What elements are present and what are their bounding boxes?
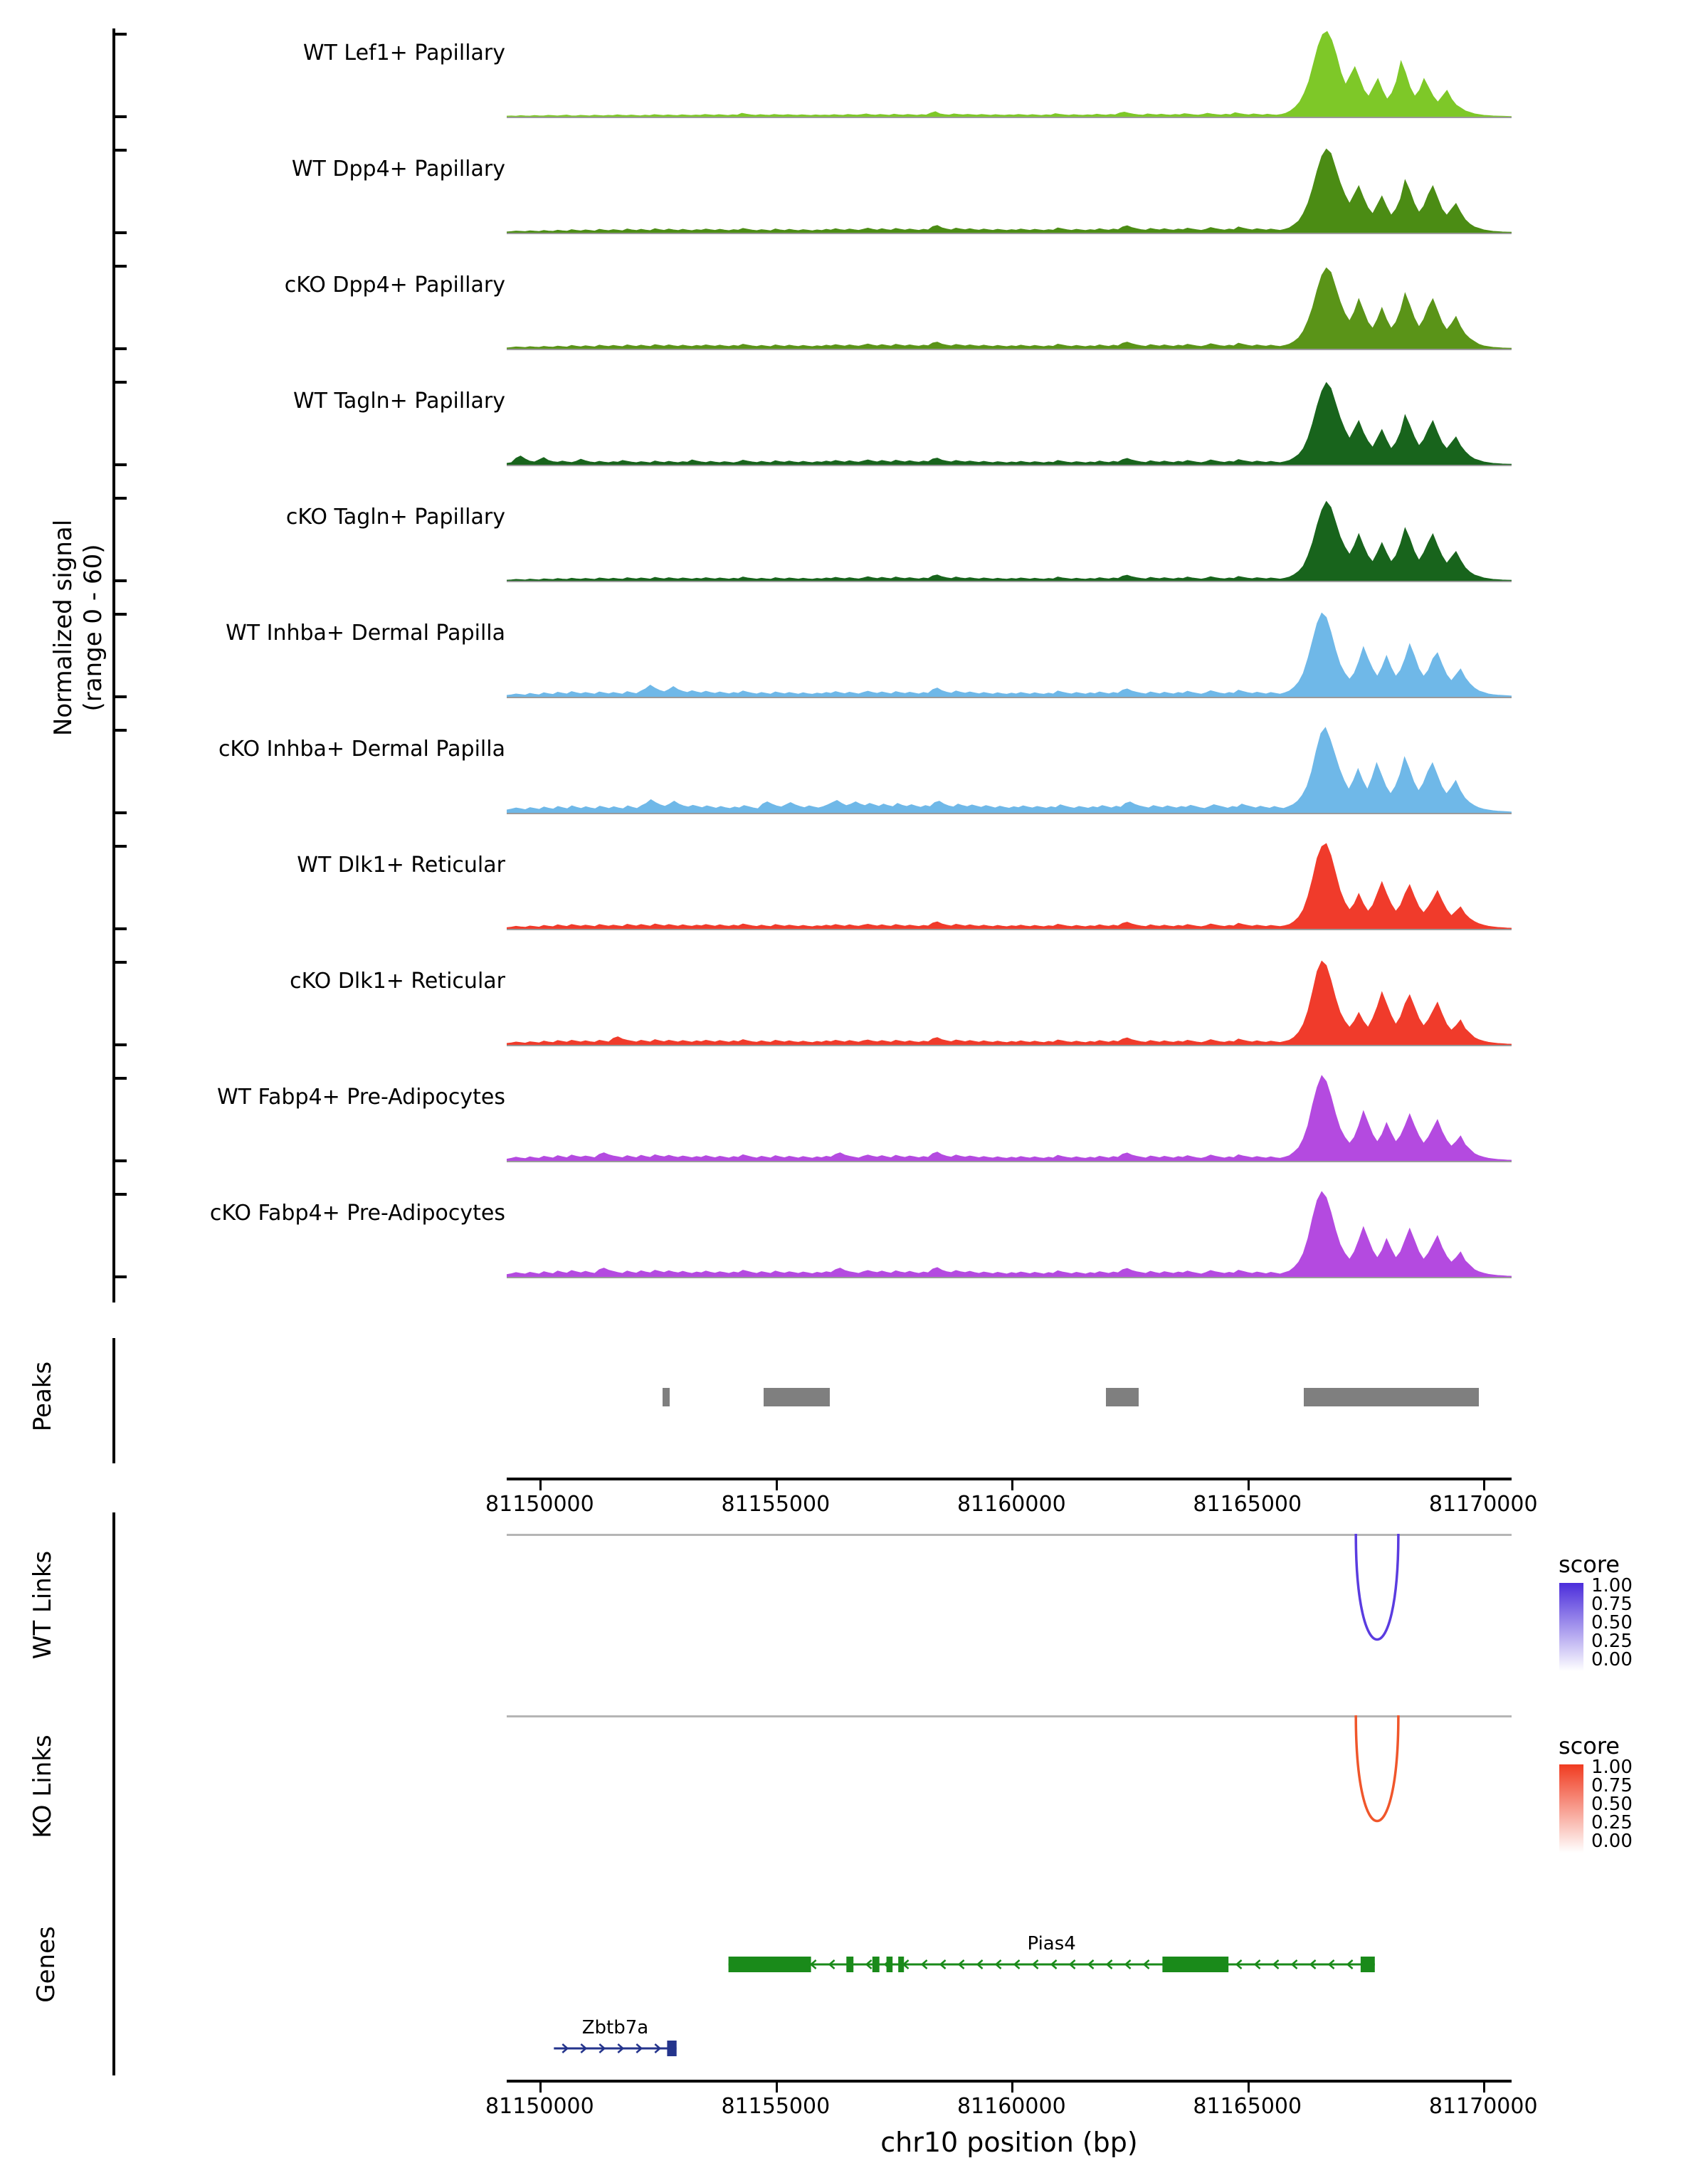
scale-tick	[776, 1480, 778, 1490]
track-signal	[507, 144, 1512, 253]
coverage-track	[0, 609, 1708, 717]
legend-tick-label: 0.25	[1591, 1812, 1633, 1833]
track-label: WT Tagln+ Papillary	[293, 389, 505, 414]
track-signal	[507, 957, 1512, 1065]
x-axis-title: chr10 position (bp)	[880, 2127, 1138, 2158]
legend-tick-label: 1.00	[1591, 1575, 1633, 1596]
track-signal	[507, 377, 1512, 485]
peak-bar	[1106, 1388, 1139, 1406]
scale-tick	[1011, 2083, 1013, 2093]
scale-tick	[1483, 1480, 1485, 1490]
track-label: WT Fabp4+ Pre-Adipocytes	[217, 1085, 505, 1110]
track-label: WT Dlk1+ Reticular	[297, 853, 505, 878]
ko-links-legend	[1559, 1732, 1708, 1853]
track-signal	[507, 1073, 1512, 1181]
peak-bar	[663, 1388, 670, 1406]
coverage-track	[0, 260, 1708, 369]
track-label: cKO Dpp4+ Papillary	[284, 273, 505, 298]
scale-tick-label: 81165000	[1193, 1492, 1302, 1517]
genes-scale-line	[507, 2080, 1512, 2083]
wt-links-label: WT Links	[28, 1550, 57, 1660]
track-signal	[507, 609, 1512, 717]
track-label: cKO Inhba+ Dermal Papilla	[218, 737, 505, 762]
peaks-axis-line	[112, 1338, 115, 1463]
scale-tick	[1248, 1480, 1250, 1490]
y-axis-title-line1: Normalized signal	[49, 519, 78, 737]
legend-tick-label: 1.00	[1591, 1757, 1633, 1778]
coverage-track	[0, 144, 1708, 253]
ko-links-axis-line	[112, 1694, 115, 1880]
track-label: cKO Dlk1+ Reticular	[290, 969, 505, 994]
legend-tick-label: 0.75	[1591, 1775, 1633, 1796]
track-baseline	[507, 697, 1512, 698]
scale-tick	[1483, 2083, 1485, 2093]
legend-tick-label: 0.50	[1591, 1612, 1633, 1633]
track-baseline	[507, 929, 1512, 930]
genes-label: Genes	[32, 1926, 60, 2003]
scale-tick	[776, 2083, 778, 2093]
legend-tick-label: 0.75	[1591, 1594, 1633, 1615]
legend-tick-label: 0.00	[1591, 1831, 1633, 1852]
scale-tick-label: 81150000	[485, 1492, 594, 1517]
track-label: cKO Fabp4+ Pre-Adipocytes	[209, 1201, 505, 1226]
wt-links-legend	[1559, 1551, 1708, 1672]
track-baseline	[507, 233, 1512, 234]
coverage-track	[0, 957, 1708, 1065]
track-baseline	[507, 349, 1512, 350]
scale-tick-label: 81160000	[956, 1492, 1066, 1517]
wt-legend-colorbar	[1559, 1582, 1584, 1672]
peaks-label: Peaks	[28, 1361, 57, 1432]
scale-tick	[1011, 1480, 1013, 1490]
genes-panel	[0, 1879, 1708, 2158]
coverage-track	[0, 493, 1708, 601]
coverage-track	[0, 841, 1708, 949]
scale-tick-label: 81155000	[721, 1492, 831, 1517]
track-signal	[507, 1189, 1512, 1297]
gene-label: Pias4	[1027, 1933, 1076, 1954]
wt-legend-title: score	[1559, 1551, 1620, 1578]
wt-links-arcs	[507, 1512, 1512, 1699]
legend-tick-label: 0.50	[1591, 1794, 1633, 1815]
peaks-scale-line	[507, 1478, 1512, 1480]
scale-tick-label: 81170000	[1428, 1492, 1538, 1517]
wt-links-axis-line	[112, 1512, 115, 1699]
scale-tick-label: 81150000	[485, 2094, 594, 2119]
wt-legend-ticks	[1591, 1575, 1633, 1670]
y-axis-title-line2: (range 0 - 60)	[79, 544, 107, 712]
coverage-track	[0, 377, 1708, 485]
track-baseline	[507, 465, 1512, 466]
ko-legend-colorbar	[1559, 1764, 1584, 1853]
track-baseline	[507, 117, 1512, 118]
track-baseline	[507, 813, 1512, 814]
ko-legend-ticks	[1591, 1757, 1633, 1852]
track-signal	[507, 725, 1512, 833]
scale-tick-label: 81155000	[721, 2094, 831, 2119]
track-label: WT Inhba+ Dermal Papilla	[226, 621, 505, 646]
scale-tick-label: 81170000	[1428, 2094, 1538, 2119]
track-label: WT Lef1+ Papillary	[302, 41, 505, 65]
genes-axis-line	[112, 1879, 115, 2075]
track-baseline	[507, 1277, 1512, 1278]
scale-tick-label: 81165000	[1193, 2094, 1302, 2119]
coverage-track	[0, 1073, 1708, 1181]
track-baseline	[507, 581, 1512, 582]
track-signal	[507, 493, 1512, 601]
track-label: cKO Tagln+ Papillary	[285, 505, 505, 530]
coverage-track	[0, 1189, 1708, 1297]
coverage-track	[0, 725, 1708, 833]
peaks-panel	[0, 1338, 1708, 1517]
track-signal	[507, 260, 1512, 369]
scale-tick	[539, 2083, 542, 2093]
peak-bar	[1304, 1388, 1478, 1406]
gene-models	[507, 1879, 1512, 2075]
ko-links-panel	[0, 1694, 1708, 1893]
track-label: WT Dpp4+ Papillary	[291, 157, 505, 181]
ko-links-label: KO Links	[28, 1735, 57, 1838]
legend-tick-label: 0.25	[1591, 1631, 1633, 1652]
ko-links-arcs	[507, 1694, 1512, 1880]
scale-tick	[1248, 2083, 1250, 2093]
gene-label: Zbtb7a	[581, 2017, 649, 2038]
coverage-track	[0, 28, 1708, 137]
scale-tick-label: 81160000	[956, 2094, 1066, 2119]
track-baseline	[507, 1161, 1512, 1162]
ko-legend-title: score	[1559, 1732, 1620, 1759]
track-baseline	[507, 1045, 1512, 1046]
track-signal	[507, 841, 1512, 949]
peak-bar	[764, 1388, 830, 1406]
scale-tick	[539, 1480, 542, 1490]
legend-tick-label: 0.00	[1591, 1649, 1633, 1670]
track-signal	[507, 28, 1512, 137]
wt-links-panel	[0, 1512, 1708, 1712]
